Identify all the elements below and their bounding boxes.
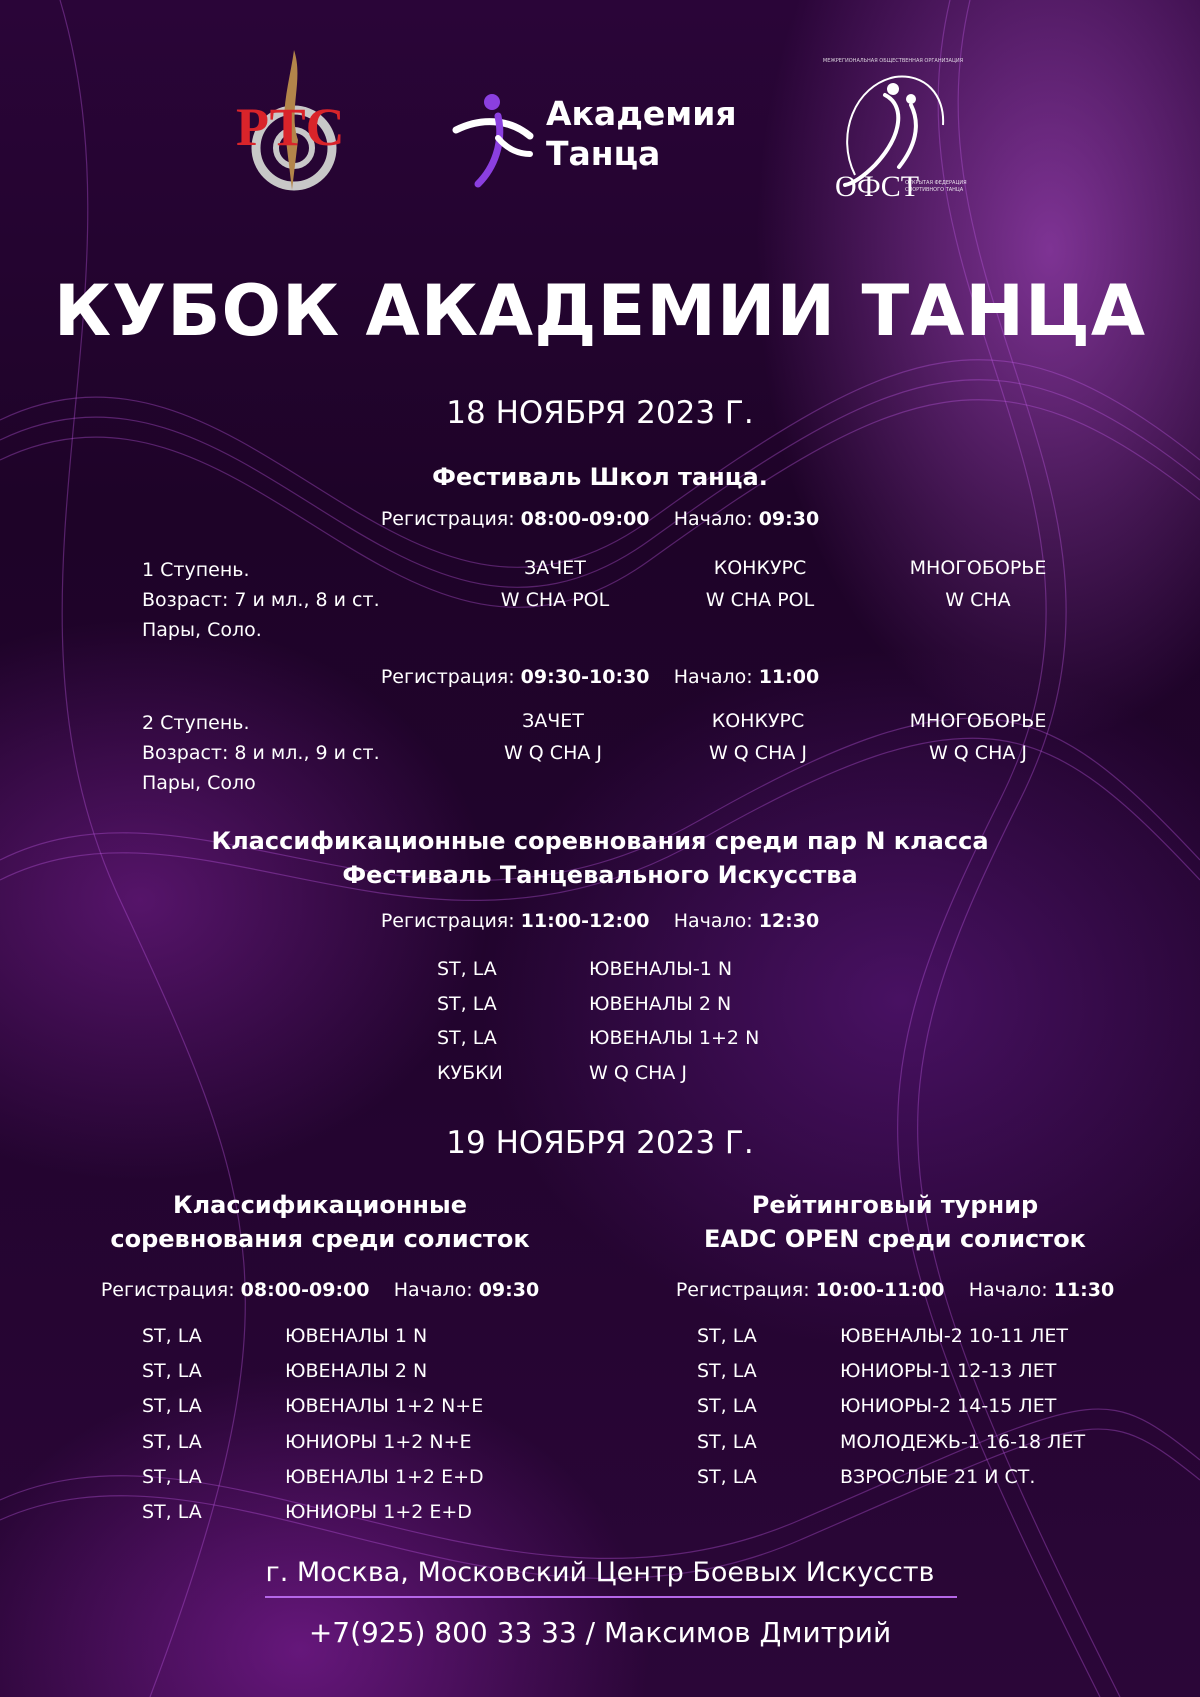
table-row: ST, LA МОЛОДЕЖЬ-1 16-18 ЛЕТ — [697, 1430, 1086, 1453]
festival-block1-col-mnogoborie: МНОГОБОРЬЕ W CHA — [909, 557, 1047, 611]
festival-heading: Фестиваль Школ танца. — [432, 463, 768, 491]
table-row: ST, LA ЮВЕНАЛЫ 1+2 N+E — [142, 1395, 484, 1418]
rtc-logo-text: РТС — [236, 97, 345, 157]
table-row: ST, LA ЮНИОРЫ-1 12-13 ЛЕТ — [697, 1360, 1057, 1383]
day2-right-heading: Рейтинговый турнир EADC OPEN среди солисток — [704, 1191, 1086, 1253]
table-row: ST, LA ЮНИОРЫ 1+2 E+D — [142, 1501, 472, 1524]
festival-block1-col-konkurs: КОНКУРС W CHA POL — [705, 557, 815, 611]
venue: г. Москва, Московский Центр Боевых Искусств — [265, 1557, 935, 1588]
festival-block1-col-zachet: ЗАЧЕТ W CHA POL — [500, 557, 610, 611]
day2-right-registration: Регистрация: 10:00-11:00 Начало: 11:30 — [675, 1279, 1115, 1301]
contact: +7(925) 800 33 33 / Максимов Дмитрий — [308, 1616, 892, 1649]
table-row: ST, LA ЮВЕНАЛЫ 1 N — [142, 1325, 428, 1347]
day2-date: 19 НОЯБРЯ 2023 Г. — [446, 1125, 754, 1161]
table-row: КУБКИ W Q CHA J — [437, 1061, 688, 1084]
table-row: ST, LA ЮВЕНАЛЫ 2 N — [437, 992, 732, 1015]
day2-right-rows — [697, 1319, 1085, 1495]
table-row: ST, LA ЮВЕНАЛЫ 1+2 N — [437, 1027, 760, 1049]
table-row: ST, LA ЮНИОРЫ 1+2 N+E — [142, 1430, 472, 1453]
table-row: ST, LA ЮВЕНАЛЫ-1 N — [437, 958, 733, 980]
table-row: ST, LA ЮВЕНАЛЫ-2 10-11 ЛЕТ — [697, 1325, 1069, 1347]
table-row: ST, LA ЮВЕНАЛЫ 2 N — [142, 1360, 428, 1383]
classif-heading: Классификационные соревнования среди пар N класса Фестиваль Танцевального Искусства — [211, 827, 989, 889]
festival-block2-col-zachet: ЗАЧЕТ W Q CHA J — [503, 710, 602, 764]
festival-block2-col-konkurs: КОНКУРС W Q CHA J — [708, 710, 807, 764]
classif-rows — [437, 952, 759, 1090]
dancer-icon — [450, 88, 540, 188]
academy-logo — [450, 88, 760, 188]
day2-left-rows — [142, 1319, 484, 1530]
festival-block1-info: 1 Ступень. Возраст: 7 и мл., 8 и ст. Пары, Соло. — [142, 559, 380, 641]
festival-block2-registration: Регистрация: 09:30-10:30 Начало: 11:00 — [380, 666, 820, 688]
day2-left-heading: Классификационные соревнования среди солисток — [110, 1191, 530, 1253]
ofst-arc-text: МЕЖРЕГИОНАЛЬНАЯ ОБЩЕСТВЕННАЯ ОРГАНИЗАЦИЯ — [822, 58, 964, 64]
festival-block2-col-mnogoborie: МНОГОБОРЬЕ W Q CHA J — [909, 710, 1047, 764]
divider — [265, 1596, 957, 1598]
table-row: ST, LA ЮНИОРЫ-2 14-15 ЛЕТ — [697, 1395, 1057, 1418]
academy-logo-line1: Академия — [546, 94, 737, 133]
festival-block1-registration: Регистрация: 08:00-09:00 Начало: 09:30 — [380, 508, 820, 530]
ofst-side-text: ОТКРЫТАЯ ФЕДЕРАЦИЯ СПОРТИВНОГО ТАНЦА — [905, 180, 967, 193]
day1-date: 18 НОЯБРЯ 2023 Г. — [446, 395, 754, 431]
ofst-logo-text: ОФСТ — [835, 170, 920, 203]
table-row: ST, LA ЮВЕНАЛЫ 1+2 E+D — [142, 1465, 484, 1488]
festival-block2-info: 2 Ступень. Возраст: 8 и мл., 9 и ст. Пары, Соло — [142, 712, 380, 794]
day2-left-registration: Регистрация: 08:00-09:00 Начало: 09:30 — [100, 1279, 540, 1301]
page-title: КУБОК АКАДЕМИИ ТАНЦА — [53, 270, 1147, 352]
academy-logo-line2: Танца — [546, 134, 661, 173]
table-row: ST, LA ВЗРОСЛЫЕ 21 И СТ. — [697, 1465, 1036, 1488]
classif-registration: Регистрация: 11:00-12:00 Начало: 12:30 — [380, 910, 820, 932]
